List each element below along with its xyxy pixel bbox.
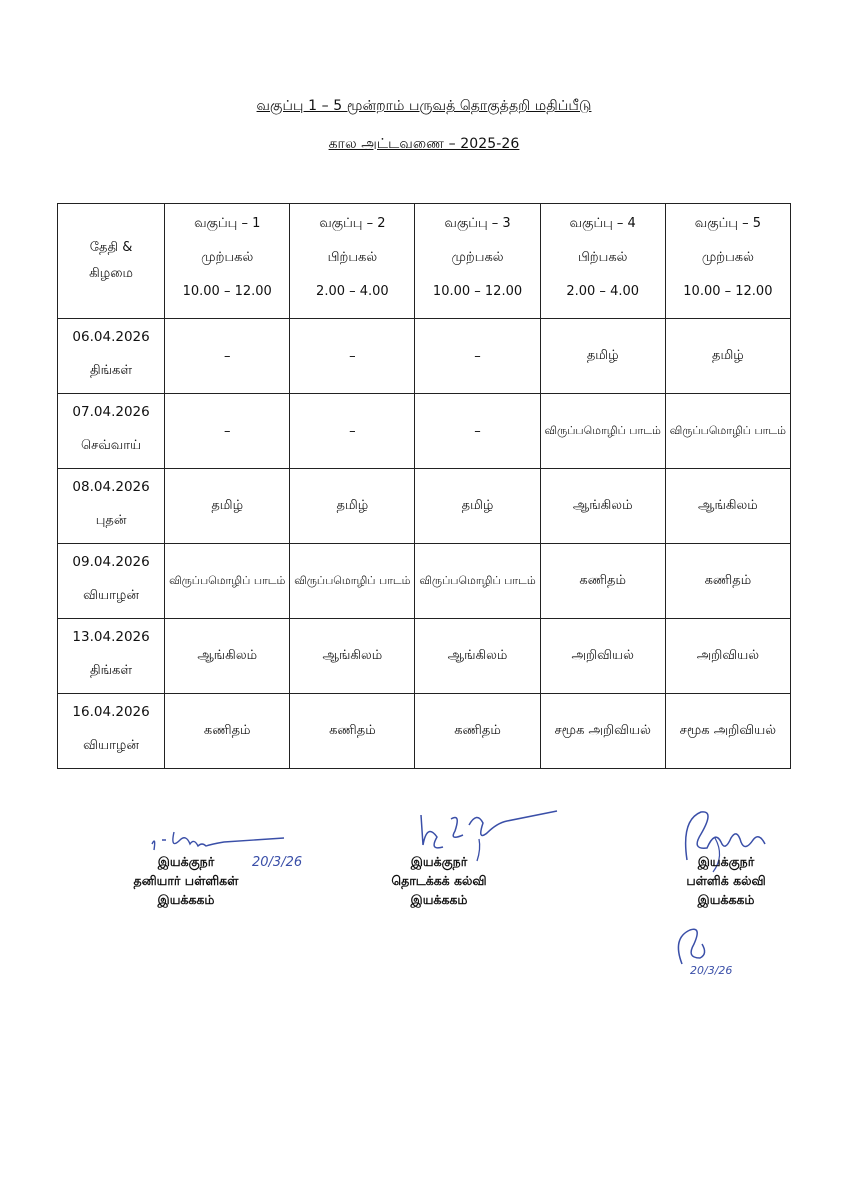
table-row (58, 544, 791, 619)
subject-cell: தமிழ் (290, 469, 415, 544)
class-2-header: வகுப்பு – 2 பிற்பகல் 2.00 – 4.00 (290, 204, 415, 319)
table-row (58, 394, 791, 469)
subject-cell: அறிவியல் (540, 619, 665, 694)
initials-school-education (668, 918, 748, 978)
subject-cell: ஆங்கிலம் (540, 469, 665, 544)
date-cell: 06.04.2026 திங்கள் (58, 319, 165, 394)
subject-cell: – (165, 394, 290, 469)
subject-cell: – (415, 319, 540, 394)
date-cell: 16.04.2026 வியாழன் (58, 694, 165, 769)
subject-cell: விருப்பமொழிப் பாடம் (665, 394, 790, 469)
subject-cell: ஆங்கிலம் (290, 619, 415, 694)
subject-cell: சமூக அறிவியல் (540, 694, 665, 769)
subject-cell: – (415, 394, 540, 469)
subject-cell: – (165, 319, 290, 394)
subject-cell: – (290, 319, 415, 394)
class-4-header: வகுப்பு – 4 பிற்பகல் 2.00 – 4.00 (540, 204, 665, 319)
subject-cell: ஆங்கிலம் (165, 619, 290, 694)
subject-cell: கணிதம் (165, 694, 290, 769)
class-5-header: வகுப்பு – 5 முற்பகல் 10.00 – 12.00 (665, 204, 790, 319)
subject-cell: விருப்பமொழிப் பாடம் (290, 544, 415, 619)
subject-cell: விருப்பமொழிப் பாடம் (540, 394, 665, 469)
table-row (58, 619, 791, 694)
date-cell: 13.04.2026 திங்கள் (58, 619, 165, 694)
subject-cell: அறிவியல் (665, 619, 790, 694)
class-3-header: வகுப்பு – 3 முற்பகல் 10.00 – 12.00 (415, 204, 540, 319)
signatory-private-schools: இயக்குநர் தனியார் பள்ளிகள் இயக்ககம் (133, 854, 239, 907)
date-cell: 09.04.2026 வியாழன் (58, 544, 165, 619)
handwritten-date: 20/3/26 (252, 855, 303, 870)
header-row (58, 204, 791, 319)
table-row (58, 469, 791, 544)
subject-cell: கணிதம் (665, 544, 790, 619)
signatory-elementary-education: இயக்குநர் தொடக்கக் கல்வி இயக்ககம் (391, 854, 487, 907)
subject-cell: கணிதம் (290, 694, 415, 769)
subject-cell: ஆங்கிலம் (415, 619, 540, 694)
subject-cell: சமூக அறிவியல் (665, 694, 790, 769)
subject-cell: தமிழ் (165, 469, 290, 544)
subject-cell: ஆங்கிலம் (665, 469, 790, 544)
table-row (58, 319, 791, 394)
subject-cell: விருப்பமொழிப் பாடம் (165, 544, 290, 619)
document-subtitle: கால அட்டவணை – 2025-26 (328, 136, 520, 152)
subject-cell: விருப்பமொழிப் பாடம் (415, 544, 540, 619)
subject-cell: கணிதம் (415, 694, 540, 769)
subject-cell: கணிதம் (540, 544, 665, 619)
table-row (58, 694, 791, 769)
subject-cell: தமிழ் (540, 319, 665, 394)
date-cell: 07.04.2026 செவ்வாய் (58, 394, 165, 469)
handwritten-date: 20/3/26 (690, 964, 733, 977)
subject-cell: தமிழ் (415, 469, 540, 544)
class-1-header: வகுப்பு – 1 முற்பகல் 10.00 – 12.00 (165, 204, 290, 319)
date-cell: 08.04.2026 புதன் (58, 469, 165, 544)
subject-cell: – (290, 394, 415, 469)
date-day-header: தேதி & கிழமை (58, 204, 165, 319)
subject-cell: தமிழ் (665, 319, 790, 394)
document-title: வகுப்பு 1 – 5 மூன்றாம் பருவத் தொகுத்தறி மதிப்பீடு (256, 98, 592, 114)
signatory-school-education: இயக்குநர் பள்ளிக் கல்வி இயக்ககம் (686, 854, 766, 907)
timetable (57, 203, 791, 769)
